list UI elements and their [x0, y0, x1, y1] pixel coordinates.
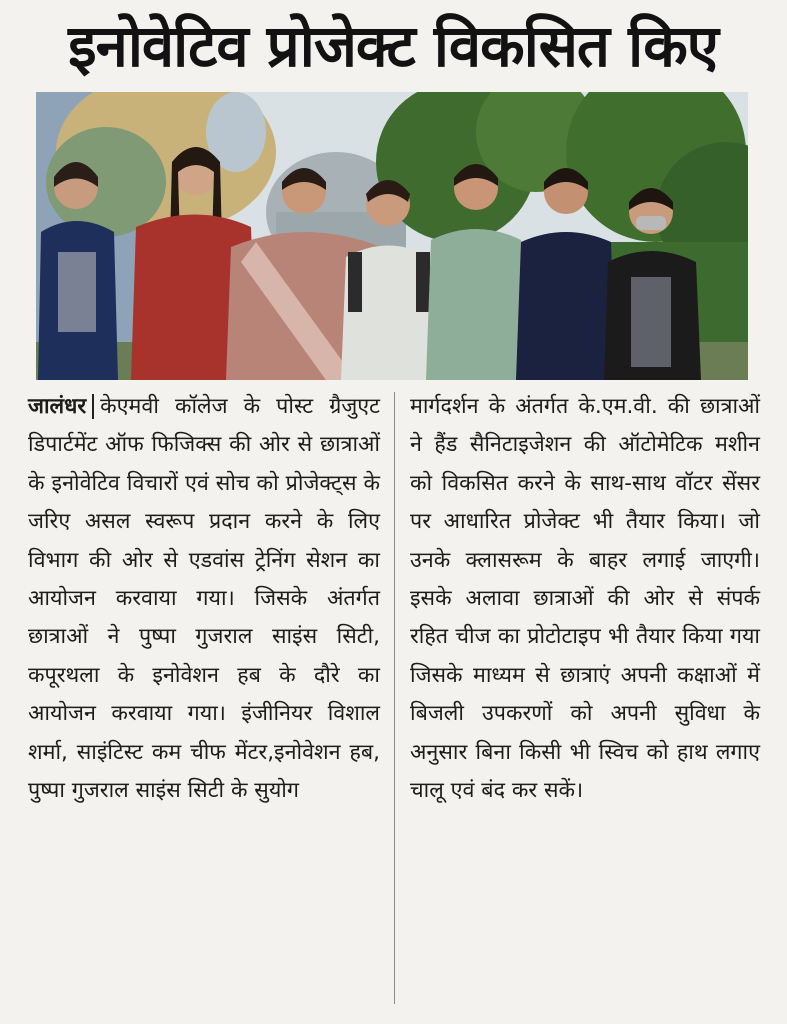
news-photo	[36, 92, 748, 380]
column-divider	[394, 392, 395, 1004]
article-column-left	[28, 388, 380, 1018]
dateline: जालंधर	[28, 394, 94, 419]
article-paragraph-left	[28, 388, 380, 810]
headline: इनोवेटिव प्रोजेक्ट विकसित किए	[68, 12, 718, 80]
article-text-left: केएमवी कॉलेज के पोस्ट ग्रैजुएट डिपार्टमेंट ऑफ फिजिक्स की ओर से छात्राओं के इनोवेटिव विचारों एवं सोच को प्रोजेक्ट्स के जरिए असल स्वरूप प्रदान करने के लिए विभाग की ओर से एडवांस ट्रेनिंग सेशन का आयोजन करवाया गया। जिसके अंतर्गत छात्राओं ने पुष्पा गुजराल साइंस सिटी, कपूरथला के इनोवेशन हब के दौरे का आयोजन करवाया गया। इंजीनियर विशाल शर्मा, साइंटिस्ट कम चीफ मेंटर,इनोवेशन हब, पुष्पा गुजराल साइंस सिटी के सुयोग	[28, 394, 380, 804]
article-column-right	[410, 388, 760, 1018]
article-text-right: मार्गदर्शन के अंतर्गत के.एम.वी. की छात्राओं ने हैंड सैनिटाइजेशन की ऑटोमेटिक मशीन को विकसित करने के साथ-साथ वॉटर सेंसर पर आधारित प्रोजेक्ट भी तैयार किया। जो उनके क्लासरूम के बाहर लगाई जाएगी। इसके अलावा छात्राओं की ओर से संपर्क रहित चीज का प्रोटोटाइप भी तैयार किया गया जिसके माध्यम से छात्राएं अपनी कक्षाओं में बिजली उपकरणों को अपनी सुविधा के अनुसार बिना किसी भी स्विच को हाथ लगाए चालू एवं बंद कर सकें।	[410, 394, 760, 804]
